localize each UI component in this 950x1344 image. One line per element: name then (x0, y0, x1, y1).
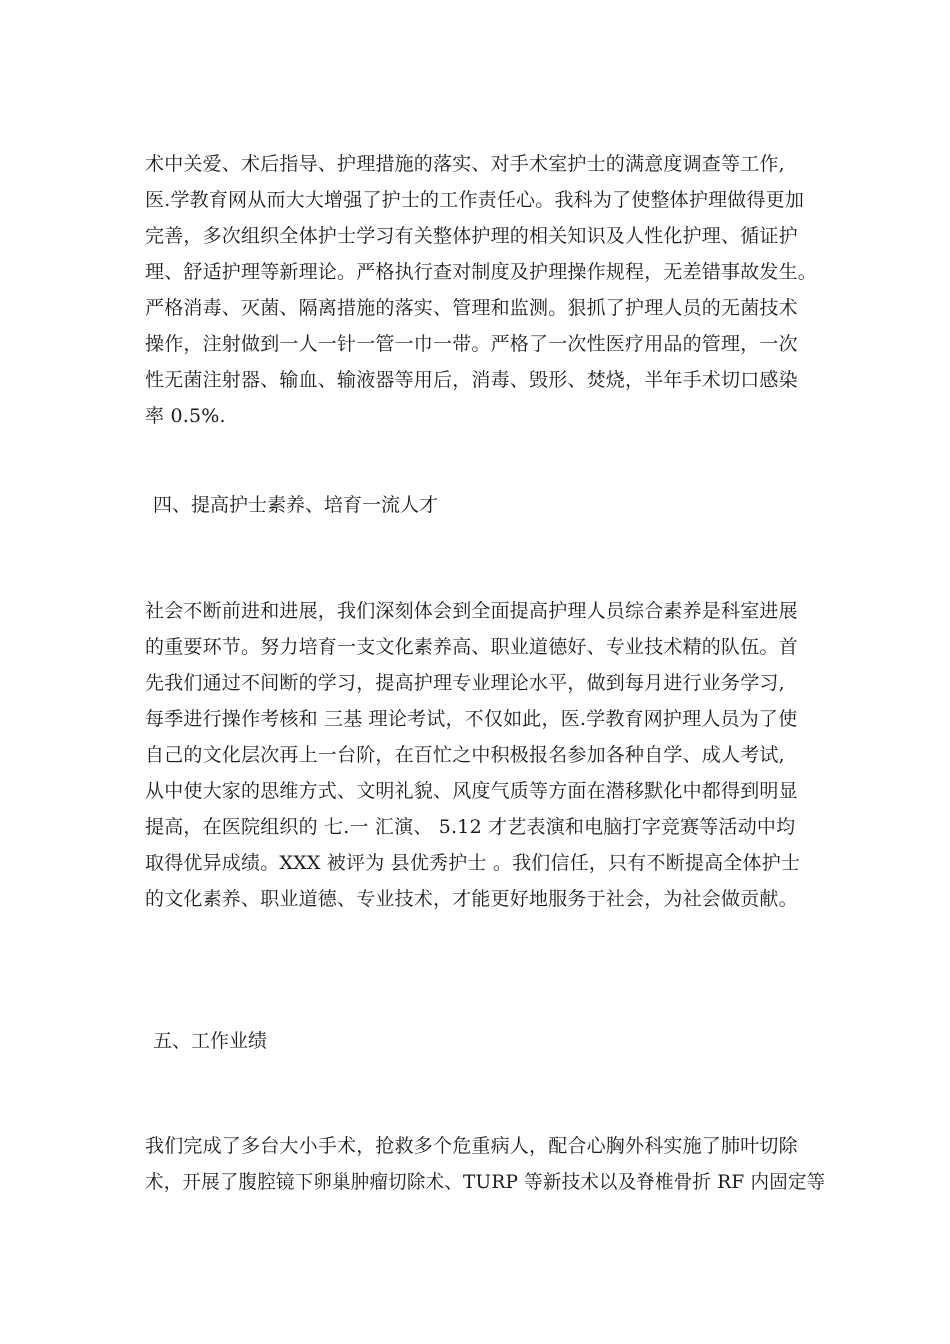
section4-line-2: 的重要环节。努力培育一支文化素养高、职业道德好、专业技术精的队伍。首 (145, 636, 798, 658)
section4-heading: 四、提高护士素养、培育一流人才 (153, 494, 439, 516)
section4-line-4: 每季进行操作考核和 三基 理论考试，不仅如此，医.学教育网护理人员为了使 (145, 708, 798, 730)
section4-line-9: 的文化素养、职业道德、专业技术，才能更好地服务于社会，为社会做贡献。 (145, 888, 798, 910)
section4-line-7: 提高，在医院组织的 七.一 汇演、 5.12 才艺表演和电脑打字竞赛等活动中均 (145, 816, 796, 838)
paragraph1-line-7: 性无菌注射器、输血、输液器等用后，消毒、毁形、焚烧，半年手术切口感染 (145, 369, 798, 391)
paragraph1-line-8: 率 0.5%. (145, 405, 226, 427)
section5-line-1: 我们完成了多台大小手术，抢救多个危重病人，配合心胸外科实施了肺叶切除 (145, 1135, 798, 1157)
section4-line-3: 先我们通过不间断的学习，提高护理专业理论水平，做到每月进行业务学习, (145, 672, 785, 694)
section4-line-6: 从中使大家的思维方式、文明礼貌、风度气质等方面在潜移默化中都得到明显 (145, 780, 798, 802)
section4-line-5: 自己的文化层次再上一台阶，在百忙之中积极报名参加各种自学、成人考试, (145, 744, 785, 766)
section5-heading: 五、工作业绩 (153, 1030, 268, 1052)
paragraph1-line-6: 操作，注射做到一人一针一管一巾一带。严格了一次性医疗用品的管理，一次 (145, 333, 798, 355)
paragraph1-line-2: 医.学教育网从而大大增强了护士的工作责任心。我科为了使整体护理做得更加 (145, 189, 805, 211)
paragraph1-line-3: 完善，多次组织全体护士学习有关整体护理的相关知识及人性化护理、循证护 (145, 225, 798, 247)
section4-line-1: 社会不断前进和进展，我们深刻体会到全面提高护理人员综合素养是科室进展 (145, 600, 798, 622)
paragraph1-line-4: 理、舒适护理等新理论。严格执行查对制度及护理操作规程，无差错事故发生。 (145, 261, 818, 283)
section4-line-8: 取得优异成绩。XXX 被评为 县优秀护士 。我们信任，只有不断提高全体护士 (145, 852, 801, 874)
paragraph1-line-5: 严格消毒、灭菌、隔离措施的落实、管理和监测。狠抓了护理人员的无菌技术 (145, 297, 798, 319)
paragraph1-line-1: 术中关爱、术后指导、护理措施的落实、对手术室护士的满意度调查等工作, (145, 153, 785, 175)
section5-line-2: 术，开展了腹腔镜下卵巢肿瘤切除术、TURP 等新技术以及脊椎骨折 RF 内固定等 (145, 1171, 826, 1193)
